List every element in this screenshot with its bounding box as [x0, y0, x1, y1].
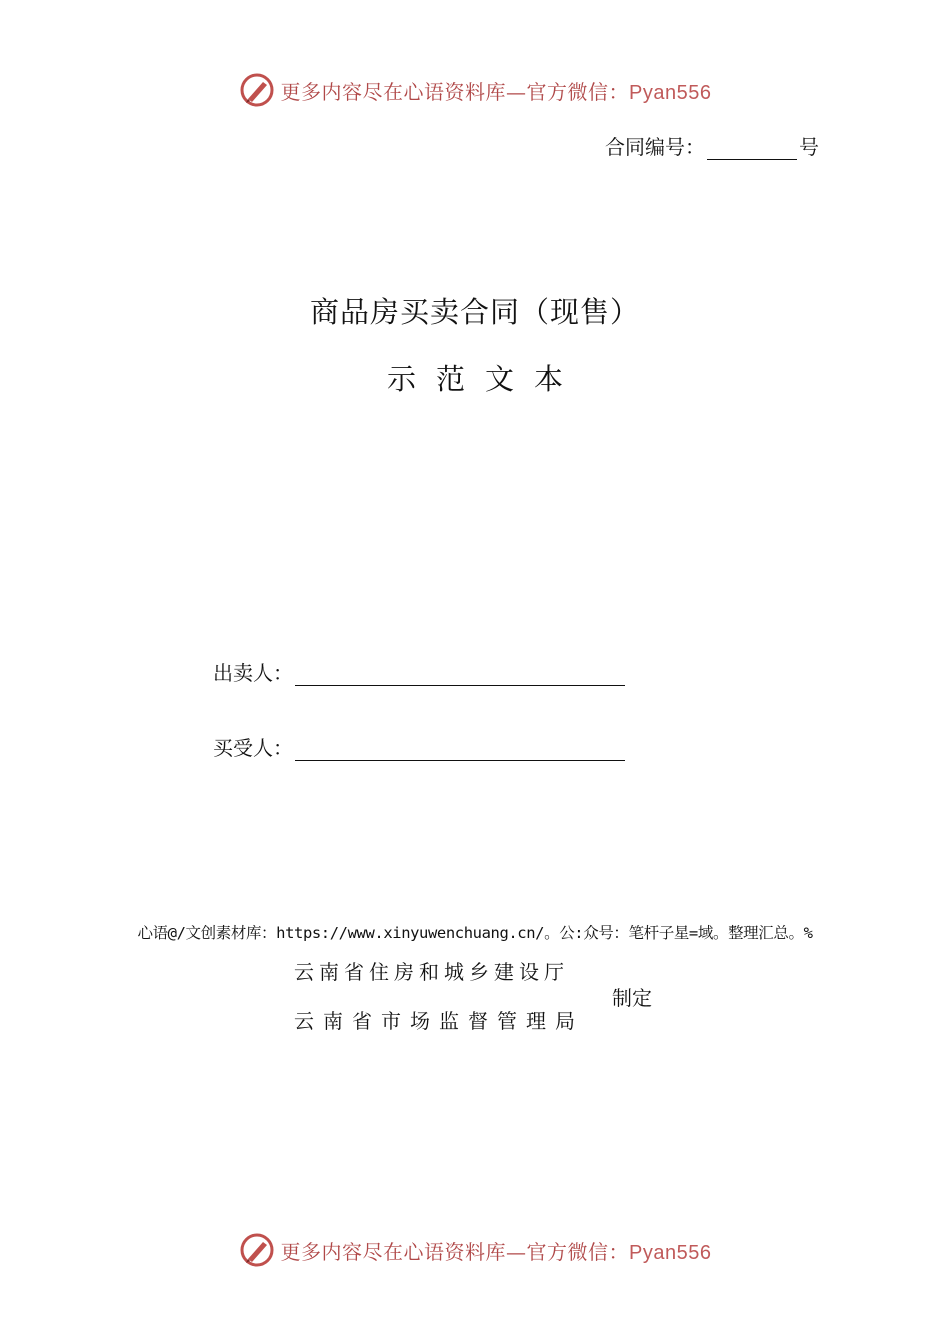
pen-logo-icon [239, 1232, 275, 1268]
contract-number-label: 合同编号： [605, 135, 705, 159]
banner-text-latin: Pyan556 [629, 1241, 712, 1264]
seller-blank-line [295, 665, 625, 686]
banner-text [281, 1236, 712, 1265]
seller-field [213, 657, 625, 686]
footer-banner [0, 1232, 950, 1268]
document-subtitle: 示范文本 [386, 362, 583, 396]
buyer-blank-line [295, 740, 625, 761]
issuer-housing-dept: 云南省住房和城乡建设厅 [294, 960, 569, 984]
banner-text-cn: 更多内容尽在心语资料库—官方微信： [280, 1239, 630, 1264]
header-banner [0, 72, 950, 108]
seller-label: 出卖人： [213, 661, 293, 685]
issued-label: 制定 [612, 986, 652, 1010]
source-note: 心语@/文创素材库：https://www.xinyuwenchuang.cn/。公:众号：笔杆子星=域。整理汇总。% [137, 924, 813, 942]
document-title: 商品房买卖合同（现售） [309, 295, 640, 329]
banner-text [281, 76, 712, 105]
contract-number-suffix: 号 [799, 135, 819, 159]
banner-text-cn: 更多内容尽在心语资料库—官方微信： [280, 79, 630, 104]
pen-logo-icon [239, 72, 275, 108]
banner-text-latin: Pyan556 [629, 81, 712, 104]
contract-number-blank [707, 141, 797, 160]
buyer-label: 买受人： [213, 736, 293, 760]
issuer-market-bureau: 云南省市场监督管理局 [294, 1009, 584, 1033]
contract-number [605, 131, 819, 160]
buyer-field [213, 732, 625, 761]
